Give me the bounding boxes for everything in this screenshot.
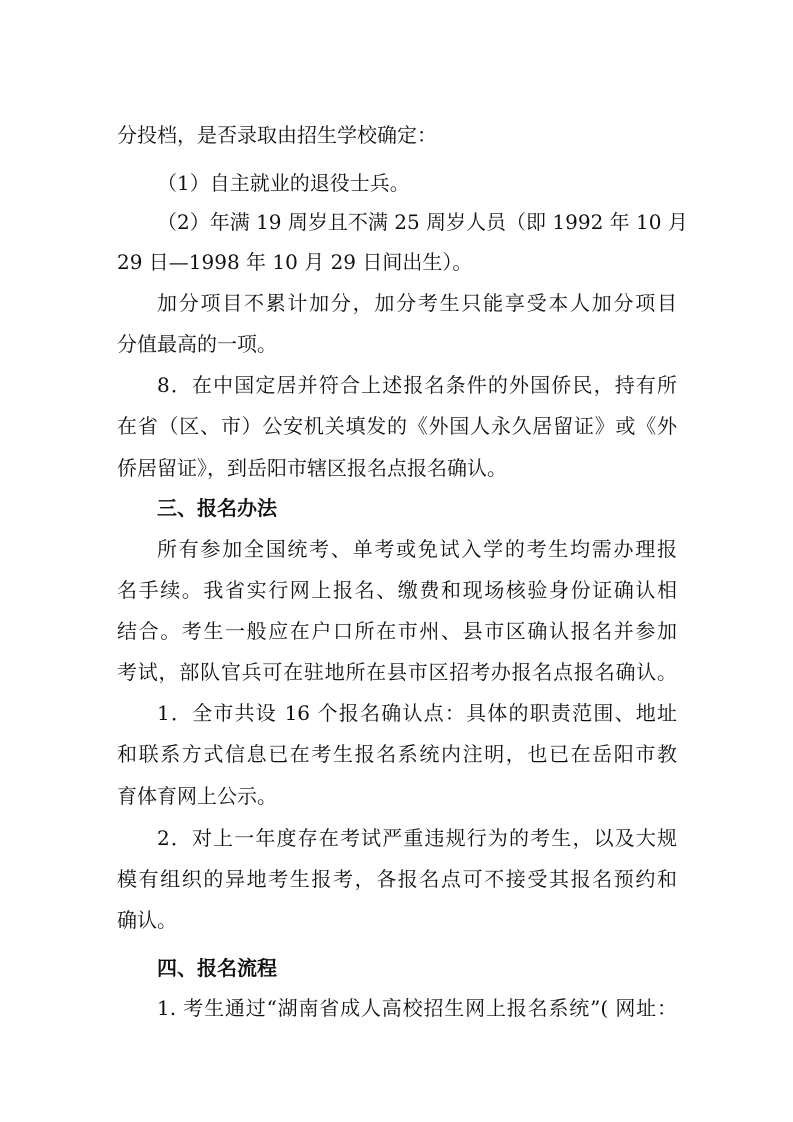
paragraph-line: 名手续。我省实行网上报名、缴费和现场核验身份证确认相 [117, 578, 677, 602]
paragraph-line: 结合。考生一般应在户口所在市州、县市区确认报名并参加 [117, 619, 677, 643]
paragraph-line: （1）自主就业的退役士兵。 [157, 171, 410, 195]
paragraph-line: 在省（区、市）公安机关填发的《外国人永久居留证》或《外 [117, 414, 677, 438]
paragraph-line: 模有组织的异地考生报考，各报名点可不接受其报名预约和 [117, 867, 677, 891]
paragraph-line: 分值最高的一项。 [117, 332, 277, 356]
paragraph-line: 2．对上一年度存在考试严重违规行为的考生，以及大规 [157, 826, 677, 850]
paragraph-line: 育体育网上公示。 [117, 784, 277, 808]
paragraph-line: 确认。 [117, 908, 177, 932]
paragraph-line: （2）年满 19 周岁且不满 25 周岁人员（即 1992 年 10 月 [157, 210, 688, 234]
paragraph-line: 1. 考生通过“湖南省成人高校招生网上报名系统”( 网址： [157, 996, 677, 1020]
paragraph-line: 分投档，是否录取由招生学校确定： [117, 123, 437, 147]
paragraph-line: 8．在中国定居并符合上述报名条件的外国侨民，持有所 [157, 373, 677, 397]
section-heading: 三、报名办法 [157, 496, 277, 520]
paragraph-line: 加分项目不累计加分，加分考生只能享受本人加分项目 [157, 291, 677, 315]
paragraph-line: 考试，部队官兵可在驻地所在县市区招考办报名点报名确认。 [117, 660, 677, 684]
paragraph-line: 29 日—1998 年 10 月 29 日间出生）。 [117, 250, 473, 274]
paragraph-line: 侨居留证》，到岳阳市辖区报名点报名确认。 [117, 456, 507, 480]
paragraph-line: 所有参加全国统考、单考或免试入学的考生均需办理报 [157, 537, 677, 561]
section-heading: 四、报名流程 [157, 956, 277, 980]
paragraph-line: 和联系方式信息已在考生报名系统内注明，也已在岳阳市教 [117, 742, 677, 766]
paragraph-line: 1．全市共设 16 个报名确认点：具体的职责范围、地址 [157, 701, 677, 725]
